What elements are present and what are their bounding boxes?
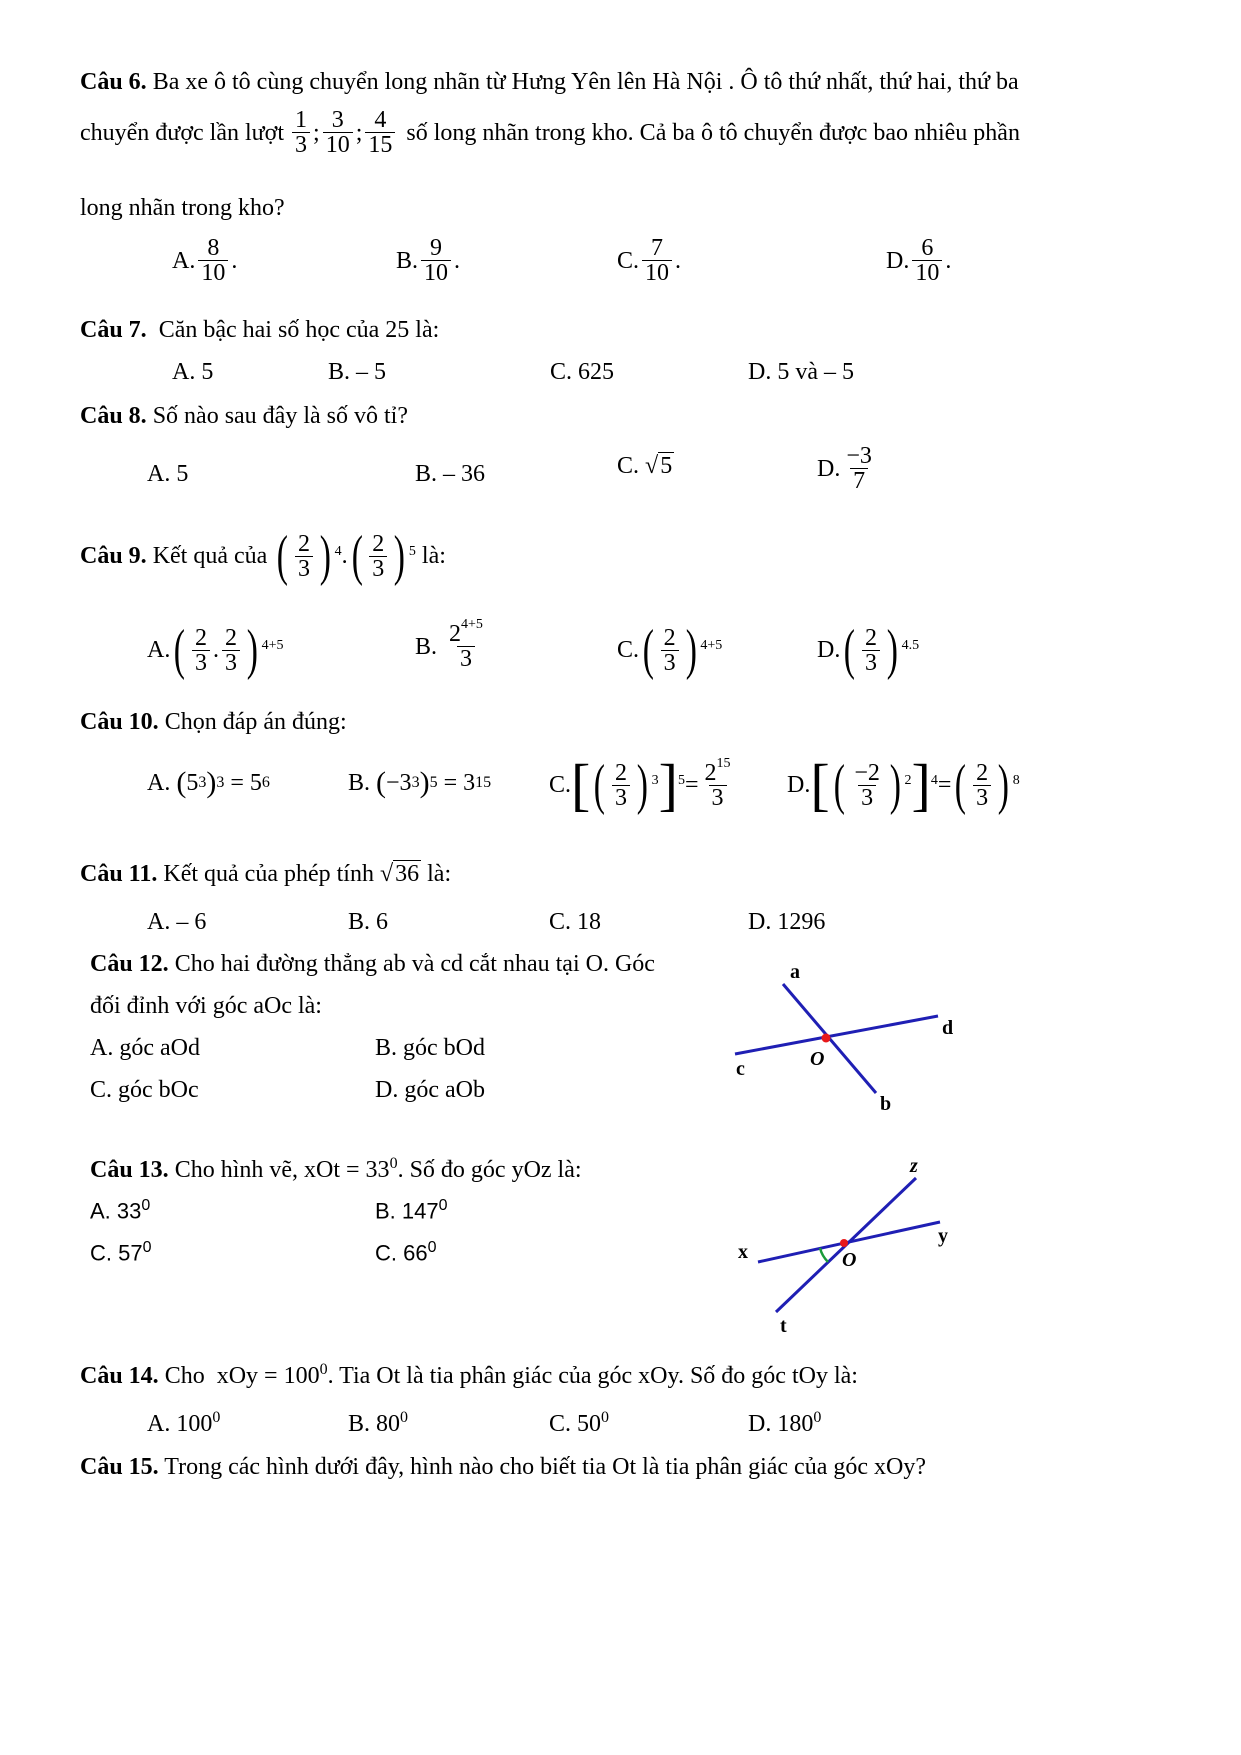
q13-option-c: C. $57^0$ [90, 1239, 152, 1266]
q6-line3: long nhãn trong kho? [80, 195, 285, 221]
q6-fraction: $\frac{4}{15}$ [365, 108, 395, 157]
q11-option-b: B. 6 [348, 909, 389, 935]
q12-figure [720, 950, 980, 1125]
q14-question: Câu 14. Cho xOy = $100^0$. Tia Ot là tia phân giác của góc xOy. Số đo góc tOy là: [80, 1361, 858, 1389]
q7-option-c: C. 625 [550, 359, 615, 385]
q12-option-a: A. góc aOd [90, 1035, 200, 1061]
label-t: t [780, 1315, 787, 1335]
q12-option-c: C. góc bOc [90, 1077, 199, 1103]
q14-option-c: C. $50^0$ [549, 1409, 610, 1437]
q6-fraction: $\frac{1}{3}$ [292, 108, 310, 157]
q10-option-b: B. ( −3 3 ) 5 = 3 15 [348, 766, 492, 799]
q10-question: Câu 10. Chọn đáp án đúng: [80, 709, 347, 735]
sqrt-symbol: √5 [645, 453, 673, 479]
label-c: c [736, 1058, 745, 1080]
q6-option-d: D. $\frac{6}{10}$ . [886, 235, 952, 286]
q12-option-d: D. góc aOb [375, 1077, 485, 1103]
label-y: y [938, 1225, 948, 1247]
q7-option-d: D. 5 và – 5 [748, 359, 854, 385]
q15-question: Câu 15. Trong các hình dưới đây, hình nào cho biết tia Ot là tia phân giác của góc xOy? [80, 1454, 926, 1480]
q6-option-c: C. $\frac{7}{10}$ . [617, 235, 682, 286]
label-b: b [880, 1093, 892, 1115]
q7-option-a: A. 5 [172, 359, 214, 385]
q8-option-c: C. √5 [617, 453, 673, 479]
q6-line1: Câu 6. Ba xe ô tô cùng chuyển long nhãn từ Hưng Yên lên Hà Nội . Ô tô thứ nhất, thứ hai, thứ ba [80, 69, 1019, 95]
q13-question: Câu 13. Cho hình vẽ, xOt = $33^0$. Số đo góc yOz là: [90, 1155, 582, 1183]
q10-option-d: D. [ ( $\frac{-2}{3}$ ) $^2$ ] $^4$ = ( $\frac{2}{3}$ ) $^8$ [787, 752, 1020, 817]
angle-mark-xot [820, 1248, 828, 1262]
q14-option-b: B. $80^0$ [348, 1409, 409, 1437]
q9-question: Câu 9. Kết quả của ( $\frac{2}{3}$ ) $^4$ . ( $\frac{2}{3}$ ) $^5$ là: [80, 525, 446, 587]
q11-option-c: C. 18 [549, 909, 602, 935]
q9-option-c: C. ( $\frac{2}{3}$ ) $^{4+5}$ [617, 619, 723, 681]
label-a: a [790, 961, 800, 983]
q13-option-a: A. $33^0$ [90, 1197, 151, 1224]
q7-option-b: B. – 5 [328, 359, 387, 385]
q6-line2: chuyển được lần lượt $\frac{1}{3}$ ; $\frac{3}{10}$ ; $\frac{4}{15}$ số long nhãn trong kho. Cả ba ô tô chuyển được bao nhiêu phần [80, 107, 1020, 158]
label-x: x [738, 1241, 748, 1263]
q14-option-a: A. $100^0$ [147, 1409, 221, 1437]
q8-option-b: B. – 36 [415, 461, 486, 487]
label-o: O [810, 1048, 825, 1070]
intersection-point [840, 1239, 848, 1247]
q7-question: Câu 7. Căn bậc hai số học của 25 là: [80, 317, 440, 343]
q10-option-a: A. ( 5 3 ) 3 = 5 6 [147, 766, 270, 799]
q13-figure [730, 1150, 970, 1335]
q9-option-a: A. ( $\frac{2}{3}$ . $\frac{2}{3}$ ) $^{4+5}$ [147, 619, 284, 681]
q13-option-d: C. $66^0$ [375, 1239, 437, 1266]
q9-option-d: D. ( $\frac{2}{3}$ ) $^{4.5}$ [817, 619, 920, 681]
q12-option-b: B. góc bOd [375, 1035, 485, 1061]
q14-option-d: D. $180^0$ [748, 1409, 822, 1437]
q8-option-a: A. 5 [147, 461, 189, 487]
q9-option-b: B. $\frac{2^{4+5}}{3}$ [415, 617, 483, 672]
q11-question: Câu 11. Kết quả của phép tính √36 là: [80, 861, 452, 887]
q12-line2: đối đỉnh với góc aOc là: [90, 993, 322, 1019]
sqrt-symbol: √36 [379, 861, 420, 887]
q11-option-a: A. – 6 [147, 909, 207, 935]
q8-question: Câu 8. Số nào sau đây là số vô tỉ? [80, 403, 408, 429]
q6-fraction: $\frac{3}{10}$ [323, 108, 353, 157]
q10-option-c: C. [ ( $\frac{2}{3}$ ) $^3$ ] $^5$ = $\frac{2^{15}}{3}$ [549, 752, 731, 817]
label-o: O [842, 1249, 857, 1271]
intersection-point [822, 1034, 831, 1043]
q8-option-d: D. $\frac{-3}{7}$ [817, 443, 872, 494]
label-z: z [910, 1155, 918, 1177]
label-d: d [942, 1017, 954, 1039]
q11-option-d: D. 1296 [748, 909, 826, 935]
q6-option-b: B. $\frac{9}{10}$ . [396, 235, 461, 286]
q12-line1: Câu 12. Cho hai đường thẳng ab và cd cắt nhau tại O. Góc [90, 951, 655, 977]
q13-option-b: B. $147^0$ [375, 1197, 448, 1224]
q6-option-a: A. $\frac{8}{10}$ . [172, 235, 238, 286]
